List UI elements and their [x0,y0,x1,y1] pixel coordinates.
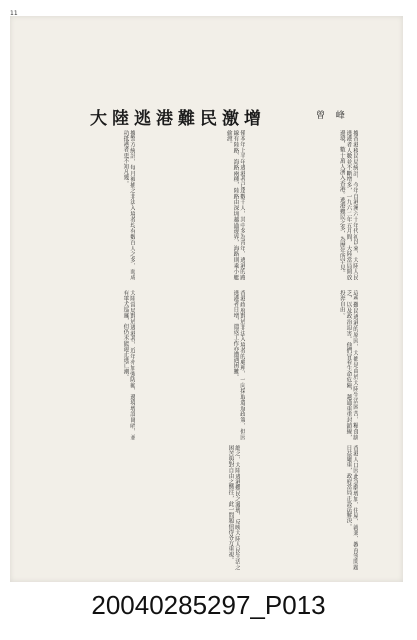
text-column-1: 據香港移民局統計，今年自港澳六十年代初以來，大陸人民逃港者人數並不斷增多，一九六二年五月間，大陸當局開放邊境，數十萬人湧入香港。逃港難民之多，為歷年所罕見。 [338,130,358,280]
text-column-2: 僅本年上半年逃港者已達數千人，其中多為青年，逃港的路線有陸路、海路兩種，陸路由深圳越過邊界，海路則乘小艇偷渡。 [225,130,245,280]
article-author: 曾 峰 [316,111,349,121]
text-column-4: 這些難民逃港的原因，大都是由於大陸生活困苦，糧食缺乏，以及政治迫害。他們冒着生命危險，越過重重封鎖線，投奔自由。 [338,290,358,440]
text-column-5: 香港政府對於非法入境者的處理，一向採取遣返政策，但因逃港者日增，遣返工作亦遭遇困難。 [232,290,245,440]
text-column-3: 據警方統計，每月被捕之非法入境者均有數百人之多，而成功抵港者更不知凡幾。 [122,130,135,280]
image-caption: 20040285297_P013 [91,590,326,620]
text-column-7: 香港人口因此急劇增加，住屋、就業、教育等問題日益嚴重，政府當局正設法解決。 [345,445,358,570]
text-column-6: 大陸當局對於逃港者，近年亦加強防範，邊境增設崗哨，並有軍犬巡邏，但仍未能遏止逃亡潮。 [122,290,135,440]
article-title: 大陸逃港難民激增 [90,109,266,129]
page-number: 11 [10,10,18,17]
text-column-8: 總之，大陸逃港難民之激增，反映大陸人民生活之困苦與對自由之嚮往，此一問題值得各方重視。 [227,445,240,570]
